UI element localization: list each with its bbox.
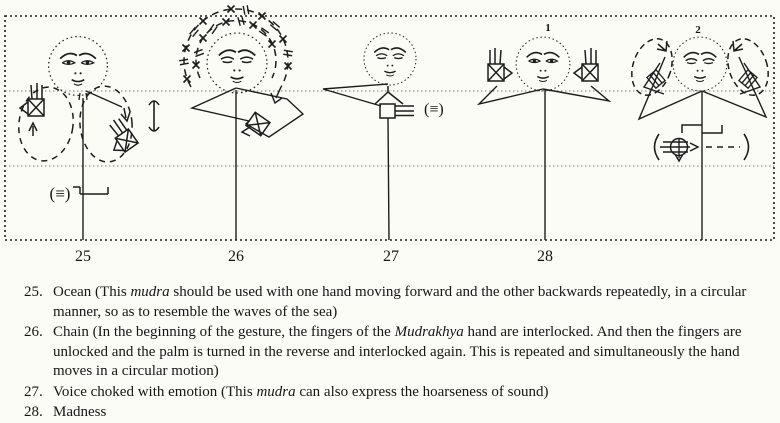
- item-number: 25.: [24, 284, 43, 300]
- arrow-up-icon: [29, 123, 37, 136]
- motion-loop-right: [721, 34, 775, 101]
- shoulder-lines: [479, 86, 609, 104]
- figure-27-voice-choked: [323, 33, 444, 240]
- hand-icon: [20, 83, 44, 116]
- figure-28-madness-1: [479, 22, 609, 240]
- figure-number-label: 26: [228, 248, 244, 265]
- figure-28-madness-2: [625, 24, 775, 240]
- hand-icon: [574, 48, 598, 81]
- arrow-icon: [657, 41, 667, 51]
- arms-lines: [192, 88, 303, 137]
- arm-lines: [323, 84, 388, 106]
- arrow-down-icon: [271, 87, 282, 103]
- arrow-down-icon: [121, 108, 130, 121]
- body-line: [388, 118, 389, 240]
- figure-number-label: 27: [383, 248, 399, 265]
- mudra-list: [0, 278, 780, 423]
- chain-x-marks: [183, 6, 292, 83]
- arm-line: [86, 91, 122, 107]
- list-item: [24, 283, 772, 322]
- comb-lines: [395, 106, 414, 116]
- tempo-symbol: (≡): [49, 184, 71, 203]
- face-icon: [207, 33, 267, 93]
- hand-icon: [380, 104, 395, 118]
- arrow-icon: [733, 41, 743, 51]
- motion-loop-right: [77, 84, 135, 164]
- variant-label: 1: [545, 22, 551, 34]
- arrow-right-icon: [690, 143, 698, 151]
- list-item: [24, 403, 772, 423]
- item-text: Ocean (This mudra should be used with one hand moving forward and the other backwards repeatedly, in a circular manner, so as to resemble the waves of the sea): [53, 284, 747, 320]
- hand-icon: [246, 112, 270, 135]
- face-icon: [673, 37, 727, 91]
- item-number: 26.: [24, 324, 43, 340]
- stretch-symbol-icon: [149, 101, 159, 131]
- list-item: [24, 383, 772, 403]
- chain-arcs: [184, 9, 288, 87]
- item-text: Chain (In the beginning of the gesture, the fingers of the Mudrakhya hand are interlocked. And then the fingers are unlocked and the palm is turned in the reverse and interlocked again. This is repeated and simultaneously the hand moves in a circular motion): [53, 324, 742, 379]
- face-icon: [364, 33, 416, 85]
- face-icon: [516, 37, 570, 91]
- variant-label: 2: [695, 24, 701, 36]
- item-number: 27.: [24, 383, 43, 400]
- motion-loop-left: [14, 84, 78, 165]
- item-text: Voice choked with emotion (This mudra can also express the hoarseness of sound): [53, 383, 549, 400]
- figure-26-chain: [179, 5, 303, 240]
- hand-roof: [375, 86, 403, 104]
- hand-icon: [488, 48, 512, 81]
- list-item: [24, 323, 772, 382]
- figure-number-label: 28: [537, 248, 553, 265]
- arrow-left-icon: [242, 127, 250, 136]
- tempo-symbol: (≡): [424, 101, 444, 118]
- figure-25-ocean: [14, 37, 159, 240]
- item-number: 28.: [24, 404, 43, 420]
- bracket-symbol: [73, 187, 108, 194]
- item-text: Madness: [53, 404, 107, 420]
- figure-number-label: 25: [75, 248, 91, 265]
